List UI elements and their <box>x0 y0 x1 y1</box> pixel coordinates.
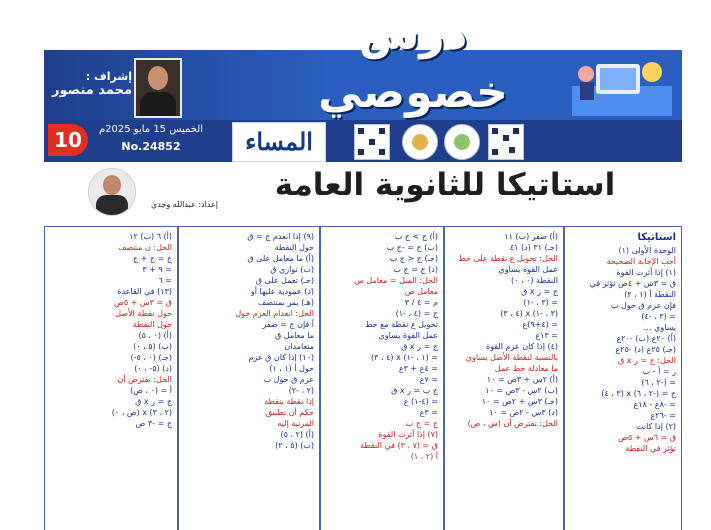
column-text-line: ق = (٧ ، ٣) في النقطة <box>359 441 438 450</box>
decor-badge-icon <box>444 124 480 160</box>
column-text-line: = ٣ع <box>419 408 438 417</box>
column-text-line: (د) ج = ج ب <box>393 265 438 274</box>
column-text-line: ق = ٣س + ٤ص تؤثر في <box>589 279 676 288</box>
column-2 <box>444 226 564 530</box>
column-text-line: ج = ر x ق <box>521 287 558 296</box>
column-text-line: فإن عزم ق حول ب <box>610 301 676 310</box>
column-text-line: ج = ر x ق <box>135 397 172 406</box>
issue-date: الخميس 15 مايو 2025م <box>98 124 204 135</box>
column-text-line: = (٣ ، -٤) <box>641 312 676 321</box>
banner-title: درس خصوصي <box>318 9 508 118</box>
issue-number: No.24852 <box>121 140 181 153</box>
column-text-line: الحل: تحويل ع نقطة على خط <box>458 254 558 263</box>
column-text-line: (د) (٥- ، ٠) <box>134 364 172 373</box>
column-text-line: ما معامل ق <box>275 331 314 340</box>
column-text-line: (أ) (٠ ، ٥) <box>138 331 172 340</box>
column-text-line: معامل ص <box>404 287 438 296</box>
column-text-line: ما معادلة خط عمل <box>494 364 558 373</box>
column-text-line: = -٢٦ع <box>650 411 676 420</box>
column-text-line: (٧) إذا أثرت القوة <box>378 430 438 439</box>
column-text-line: = (٤+٩)ع <box>522 320 558 329</box>
article-title: استاتيكا للثانوية العامة <box>274 167 616 203</box>
column-text-line: = ١٣ع <box>535 331 558 340</box>
column-text-line: = -٨ع - ١٨ع <box>633 400 676 409</box>
column-1 <box>564 226 682 530</box>
column-text-line: (٢ ، -٢) <box>288 386 314 395</box>
column-text-line: (٢) إذا كانت <box>636 422 676 431</box>
column-text-line: (ب) (٥ ، ٢) <box>275 441 314 450</box>
column-text-line: (أ) ٢٠ع (ب) -٢٠ع <box>616 334 676 343</box>
column-text-line: يساوي ... <box>643 323 676 332</box>
column-text-line: الحل: ج = ر x ق <box>618 356 676 365</box>
column-text-line: ج = ج ب <box>405 419 438 428</box>
qr-code-icon <box>488 124 524 160</box>
column-text-line: الحل: نفترض أن (س ، ص) <box>467 419 558 428</box>
column-text-line: ر = أ - ب <box>642 367 676 376</box>
column-text-line: ق = ٣س + ٥ص <box>114 298 172 307</box>
column-text-line: = ٧ع <box>419 375 438 384</box>
newspaper-masthead: المساء <box>232 122 326 162</box>
column-text-line: ج = ر x ق <box>401 342 438 351</box>
column-text-line: تؤثر في النقطة <box>625 444 676 453</box>
column-text-line: (أ) ٢س + ٣ص = ١٠ <box>486 375 558 384</box>
supervisor-photo <box>134 58 182 118</box>
column-text-line: (د) عمودية عليها أو <box>250 287 314 296</box>
column-text-line: = (١ ، -١) x (٤ ، ٣) <box>371 353 438 362</box>
column-text-line: (أ) ج > ج ب <box>394 232 438 241</box>
column-text-line: حول النقطة <box>132 320 172 329</box>
column-text-line: (د) ٣س - ٢ص = ١٠ <box>489 408 558 417</box>
column-text-line: تحويل ع نقطة مع خط <box>365 320 438 329</box>
column-text-line: = ٩ + ٣ <box>142 265 172 274</box>
column-text-line: (هـ) يمر بمنتصف <box>257 298 314 307</box>
supervisor-name: محمد منصور <box>52 83 132 98</box>
column-text-line: = (-٢ ، ٦) <box>641 378 676 387</box>
column-5 <box>44 226 178 530</box>
column-text-line: (٣ ، -١) x (٤ ، ٣) <box>500 309 558 318</box>
column-text-line: المرتبة إليه <box>277 419 314 428</box>
column-text-line: (جـ) تعمل على ق <box>255 276 314 285</box>
page-number-badge: 10 <box>48 124 88 156</box>
column-text-line: (ب) (٥ ، ٠) <box>133 342 172 351</box>
column-text-line: ق = ٦س + ٥ص <box>618 433 676 442</box>
student-illustration-icon <box>566 52 678 118</box>
column-text-line: النقطة (٠ ، ٠) <box>510 276 558 285</box>
column-text-line: حول أ (١ ، ١) <box>269 364 314 373</box>
column-text-line: (جـ) ٢٥ع (د) -٢٥ع <box>615 345 676 354</box>
column-text-line: (جـ) ٣س + ٢ص = ١٠ <box>481 397 558 406</box>
column-text-line: الحل: انعدام العزم حول <box>235 309 314 318</box>
column-text-line: متعامدان <box>284 342 314 351</box>
column-text-line: حول نقطة الأصل <box>115 309 172 318</box>
column-text-line: ج = ج + ج <box>132 254 172 263</box>
column-text-line: حول النقطة <box>274 243 314 252</box>
column-text-line: حكم أن تطبيق <box>265 408 314 417</box>
column-text-line: م = ٤ / ٣ <box>404 298 438 307</box>
column-text-line: (١٠) إذا كان ق عزم <box>248 353 314 362</box>
column-text-line: عزم ق حول ب <box>263 375 314 384</box>
column-text-line: بالنسبة لنقطة الأصل يساوي <box>465 353 558 362</box>
column-text-line: ج = (-٢ ، ٦) x (٣ ، ٤) <box>601 389 676 398</box>
column-text-line: ج = -٣ ص <box>135 419 172 428</box>
column-text-line: أ (٢ ، ١) <box>410 452 438 461</box>
column-text-line: ج ب = ر x ق <box>391 386 438 395</box>
column-text-line: (أ) ٦ (ب) ١٢ <box>129 232 172 241</box>
column-text-line: (١) إذا أثرت القوة <box>616 268 676 277</box>
column-text-line: (ب) ج = -ج ب <box>386 243 438 252</box>
column-text-line: الحل: ن منتصف <box>118 243 172 252</box>
column-text-line: أجب الإجابة الصحيحة <box>606 257 676 266</box>
column-text-line: إذا نقطة بنقطة <box>264 397 314 406</box>
column-text-line: أ فإن ج = صفر <box>262 320 314 329</box>
column-text-line: = (٤-١) ع <box>403 397 438 406</box>
column-text-line: (جـ) ج < ج ب <box>389 254 438 263</box>
column-text-line: عمل القوة يساوي <box>378 331 438 340</box>
column-text-line: = (٣ ، -١) <box>523 298 558 307</box>
column-text-line: (ب) توازي ق <box>270 265 314 274</box>
column-text-line: = ٦ <box>158 276 172 285</box>
column-text-line: عمل القوة يساوي <box>498 265 558 274</box>
author-credit: إعداد: عبدالله وجدي <box>150 200 218 209</box>
column-4 <box>178 226 320 530</box>
decor-badge-icon <box>402 124 438 160</box>
column-3 <box>320 226 444 530</box>
supervisor-block <box>46 70 132 98</box>
column-text-line: النقطة أ (١ ، ٢) <box>624 290 676 299</box>
column-text-line: أ = (٠ ، ص) <box>130 386 172 395</box>
column-text-line: (أ) (٢ ، ٥) <box>280 430 314 439</box>
column-text-line: (أ) ما معامل على ق <box>247 254 314 263</box>
column-text-line: استاتيكا <box>637 232 676 243</box>
column-text-line: (٤) إذا كان عزم القوة <box>485 342 558 351</box>
column-text-line: (جـ) (٠ ، ٥-) <box>130 353 172 362</box>
column-text-line: (أ) صفر (ب) ١١ <box>504 232 558 241</box>
qr-code-icon <box>354 124 390 160</box>
column-text-line: (٢ ، ٣) x (ص ، ٠) <box>111 408 172 417</box>
column-text-line: (جـ) ٣١ (د) ٤١ <box>509 243 558 252</box>
column-text-line: الحل: الميل = معامل س <box>354 276 438 285</box>
column-text-line: الحل: نفترض أن <box>117 375 172 384</box>
column-text-line: (ب) ٢س - ٣ص = ١٠ <box>485 386 558 395</box>
column-text-line: (١٣) في القاعدة <box>117 287 172 296</box>
column-text-line: (٩) إذا انعدم ج = ق <box>247 232 314 241</box>
column-text-line: الوحدة الأولى (١) <box>618 246 676 255</box>
supervisor-label: إشراف : <box>85 70 132 83</box>
author-photo <box>88 168 136 216</box>
column-text-line: ج = (٤ ، -١) <box>395 309 438 318</box>
column-text-line: = ٤ع + ٣ع <box>398 364 438 373</box>
